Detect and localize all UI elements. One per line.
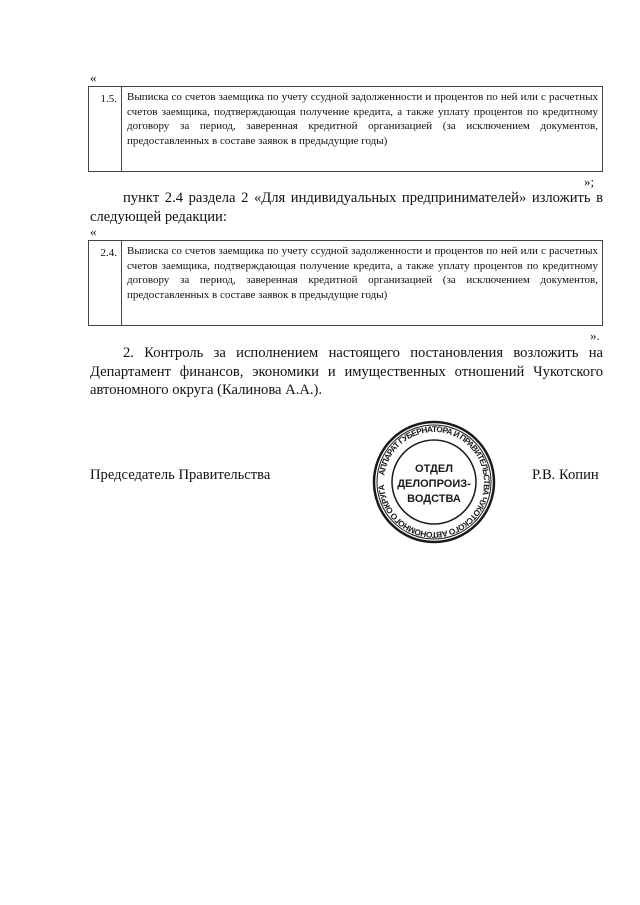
close-quote-2: ». (590, 328, 600, 343)
signature-title: Председатель Правительства (90, 467, 271, 483)
control-paragraph: 2. Контроль за исполнением настоящего постановления возложить на Департамент финансов, экономики и имущественных отношений Чукотского автономного округа (Калинова А.А.). (90, 345, 603, 398)
table-row-1-5 (88, 86, 603, 172)
official-stamp (372, 420, 496, 544)
signature-name: Р.В. Копин (532, 467, 599, 483)
open-quote-2: « (90, 224, 97, 239)
stamp-line-2: ДЕЛОПРОИЗ- (397, 478, 471, 490)
table-row-2-4 (88, 240, 603, 326)
row-text: Выписка со счетов заемщика по учету ссудной задолженности и процентов по ней или с расчетных счетов заемщика, подтверждающая получение кредита, а также уплату процентов по кредитному договору за период, заверенная кредитной организацией (за исключением документов, предоставленных в составе заявок в предыдущие годы) (127, 91, 598, 147)
close-quote-1: »; (584, 174, 595, 189)
amend-paragraph: пункт 2.4 раздела 2 «Для индивидуальных предпринимателей» изложить в следующей редакции: (90, 190, 603, 225)
stamp-seal-icon (372, 420, 496, 544)
stamp-line-1: ОТДЕЛ (415, 463, 453, 475)
stamp-ring-text: АППАРАТ ГУБЕРНАТОРА И ПРАВИТЕЛЬСТВА ЧУКОТСКОГО АВТОНОМНОГО ОКРУГА (376, 423, 493, 541)
stamp-line-3: ВОДСТВА (407, 493, 461, 505)
row-text: Выписка со счетов заемщика по учету ссудной задолженности и процентов по ней или с расчетных счетов заемщика, подтверждающая получение кредита, а также уплату процентов по кредитному договору за период, заверенная кредитной организацией (за исключением документов, предоставленных в составе заявок в предыдущие годы) (127, 245, 598, 301)
open-quote-1: « (90, 70, 97, 85)
row-number: 1.5. (89, 87, 122, 171)
row-number: 2.4. (89, 241, 122, 325)
